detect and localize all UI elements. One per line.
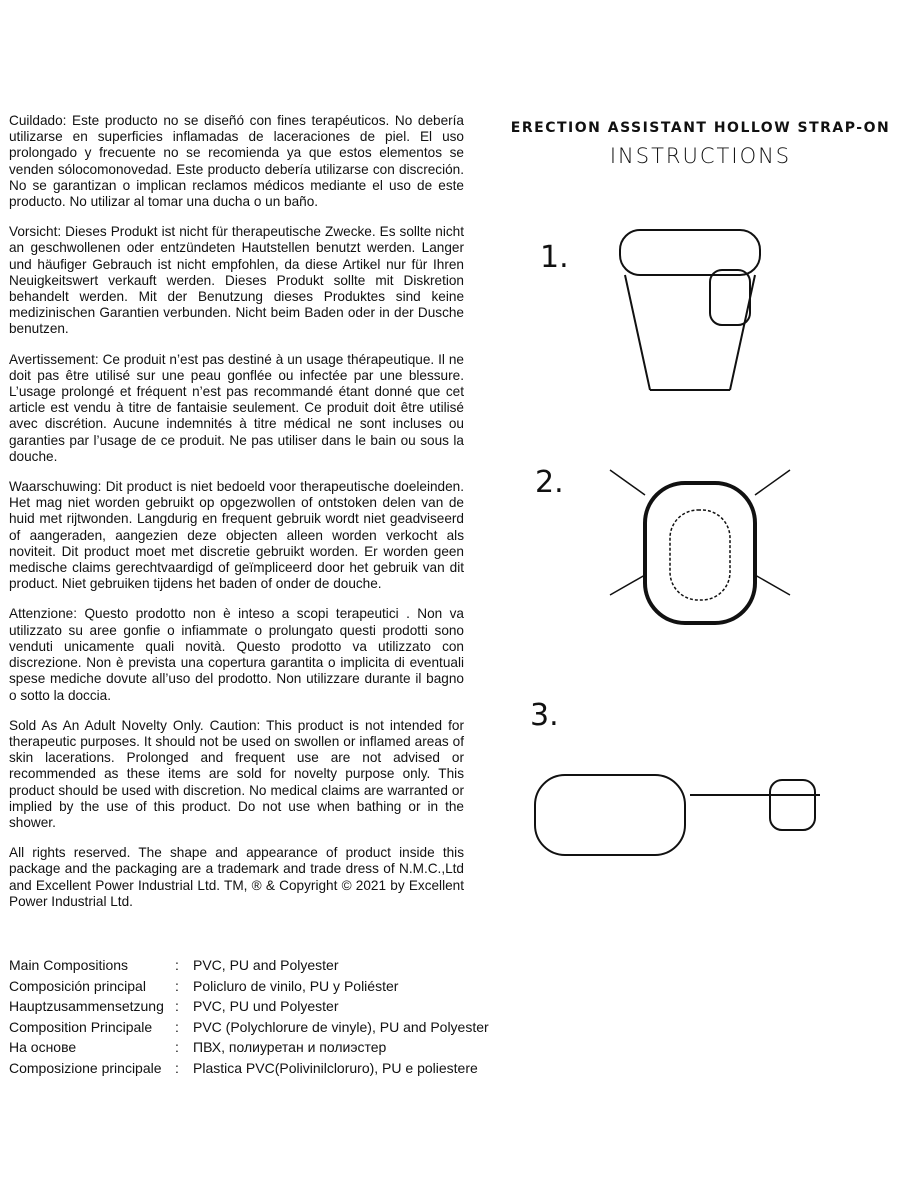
- composition-label: Hauptzusammensetzung: [9, 998, 164, 1014]
- step-3-illustration: [520, 700, 900, 900]
- composition-row: [9, 996, 489, 1017]
- composition-label: Composición principal: [9, 977, 146, 994]
- composition-label: Main Compositions: [9, 957, 129, 973]
- composition-value: PVC (Polychlorure de vinyle), PU and Polyester: [193, 1018, 489, 1035]
- harness-strap-outline: [625, 275, 755, 390]
- composition-value: PVC, PU und Polyester: [193, 998, 339, 1014]
- composition-separator: :: [175, 998, 179, 1014]
- step-number-3: 3.: [530, 698, 559, 733]
- product-name: ERECTION ASSISTANT HOLLOW STRAP-ON: [510, 120, 891, 136]
- composition-row: [9, 976, 489, 997]
- copyright-notice: All rights reserved. The shape and appearance of product inside this package and the packaging are a trademark and trade dress of N.M.C.,Ltd and Excellent Power Industrial Ltd. TM, ® & Copyright © 2021 by Excellent Power Industrial Ltd.: [9, 845, 464, 909]
- composition-separator: :: [175, 977, 179, 994]
- composition-row: [9, 1058, 489, 1079]
- composition-value: Policluro de vinilo, PU y Poliéster: [193, 977, 399, 994]
- warnings-column: [9, 113, 464, 924]
- warning-spanish: Cuildado: Este producto no se diseñó con fines terapéuticos. No debería utilizarse en superficies inflamadas de laceraciones de piel. El uso prolongado y frecuente no se recomienda ya que estos elementos se venden sólocomonovedad. Este producto debería utilizarse con discreción. No se garantizan o implican reclamos médicos mediante el uso de este producto. No utilizar al tomar una ducha o un baño.: [9, 113, 464, 210]
- harness-worn-back-outline: [535, 775, 685, 855]
- composition-separator: :: [175, 957, 179, 973]
- instructions-heading: INSTRUCTIONS: [609, 144, 792, 168]
- composition-row: [9, 1017, 489, 1038]
- harness-band-outline: [620, 230, 760, 275]
- composition-label: На основе: [9, 1039, 77, 1055]
- composition-label: Composizione principale: [9, 1059, 162, 1076]
- strap-lines: [610, 470, 790, 595]
- composition-value: Plastica PVC(Polivinilcloruro), PU e poliestere: [193, 1059, 478, 1076]
- warning-german: Vorsicht: Dieses Produkt ist nicht für therapeutische Zwecke. Es sollte nicht an geschwollenen oder entzündeten Hautstellen benutzt werden. Langer und häufiger Gebrauch ist nicht empfohlen, da diese Artikel nur für Ihren Neuigkeitswert verkauft werden. Dieses Produkt sollte mit Diskretion behandelt werden. Mit der Benutzung dieses Produktes sind keine medizinischen Garantien verbunden. Nicht beim Baden oder in der Dusche benutzen.: [9, 224, 464, 337]
- composition-label: Composition Principale: [9, 1018, 153, 1035]
- warning-italian: Attenzione: Questo prodotto non è inteso a scopi terapeutici . Non va utilizzato su aree gonfie o infiammate o prolungato questi prodotti sono venduti unicamente quali novità. Questo prodotto va utilizzato con discrezione. Non è prevista una copertura garantita o implicita di eventuali spese mediche dovute all’uso del prodotto. Non utilizzare durante il bagno o sotto la doccia.: [9, 606, 464, 703]
- step-2-illustration: [600, 455, 800, 655]
- warning-dutch: Waarschuwing: Dit product is niet bedoeld voor therapeutische doeleinden. Het mag niet worden gebruikt op opgezwollen of ontstoken delen van de huid met rijtwonden. Langdurig en frequent gebruik wordt niet geadviseerd of aangeraden, aangezien deze objecten alleen worden verkocht als noviteit. Dit product moet met discretie gebruikt worden. Er worden geen medische claims gerechtvaardigd of geïmpliceerd door het gebruik van dit product. Niet gebruiken tijdens het baden of onder de douche.: [9, 479, 464, 592]
- composition-separator: :: [175, 1018, 179, 1035]
- step-number-2: 2.: [535, 465, 564, 500]
- compositions-table: [9, 955, 489, 1078]
- harness-plate-outline: [710, 270, 750, 325]
- inner-ring-outline: [670, 510, 730, 600]
- warning-english: Sold As An Adult Novelty Only. Caution: This product is not intended for therapeutic purposes. It should not be used on swollen or inflamed areas of skin lacerations. Prolonged and frequent use are not advised or recommended as these items are sold for novelty purpose only. This product should be used with discretion. No medical claims are warranted or implied by the use of this product. Do not use when bathing or in the shower.: [9, 717, 464, 830]
- warning-french: Avertissement: Ce produit n’est pas destiné à un usage thérapeutique. Il ne doit pas être utilisé sur une peau gonflée ou infectée par une blessure. L’usage prolongé et fréquent n’est pas recommandé étant donné que cet article est vendu à titre de fantaisie seulement. Ce produit doit être utilisé avec discrétion. Aucune indemnités à titre médical ne sont incluses ou garanties par l’usage de ce produit. Ne pas utiliser dans le bain ou sous la douche.: [9, 351, 464, 464]
- composition-row: [9, 955, 489, 976]
- step-1-illustration: [600, 220, 860, 420]
- composition-separator: :: [175, 1059, 179, 1076]
- composition-row: [9, 1037, 489, 1058]
- composition-separator: :: [175, 1039, 179, 1055]
- step-number-1: 1.: [540, 240, 569, 275]
- base-plate-outline: [645, 483, 755, 623]
- harness-worn-side-outline: [770, 780, 815, 830]
- composition-value: ПВХ, полиуретан и полиэстер: [193, 1039, 387, 1055]
- composition-value: PVC, PU and Polyester: [193, 957, 339, 973]
